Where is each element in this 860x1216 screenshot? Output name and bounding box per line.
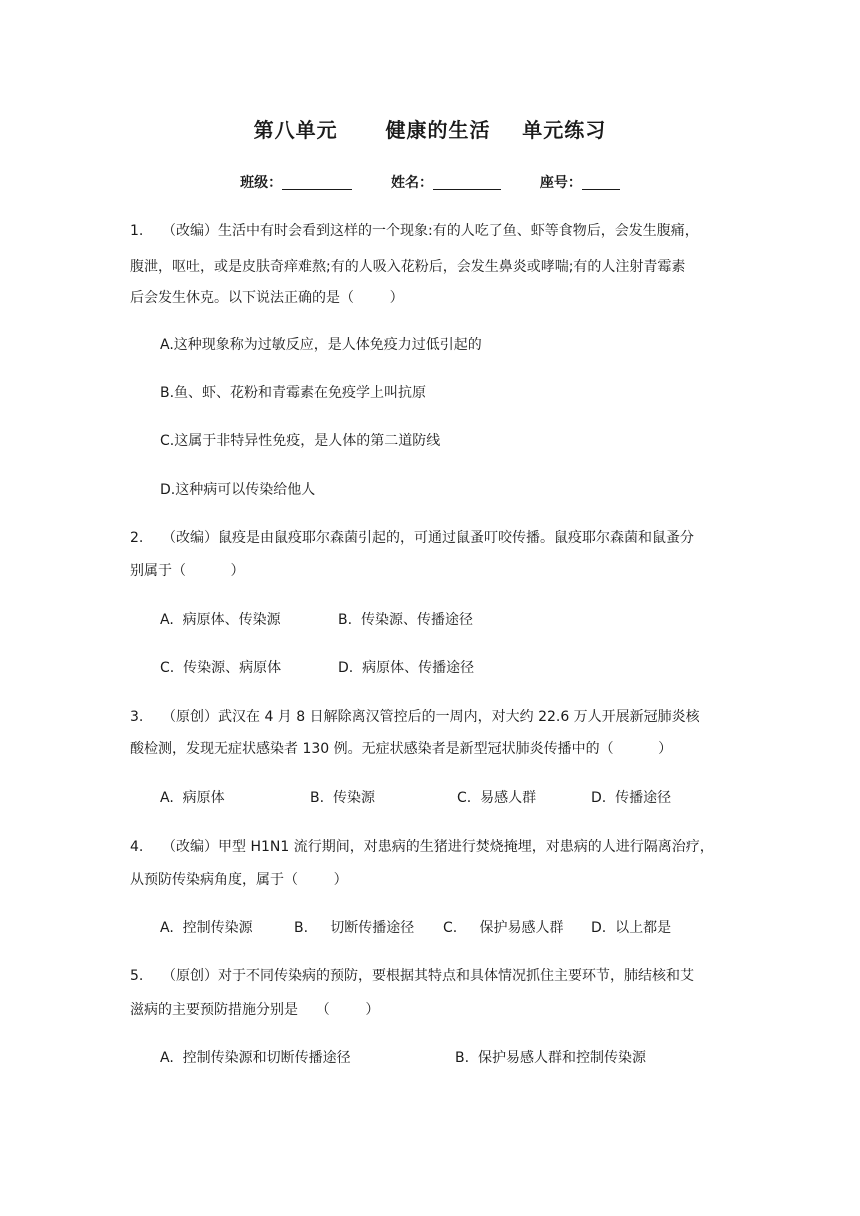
question-3-line-1	[130, 707, 740, 727]
question-2-text: （改编）鼠疫是由鼠疫耶尔森菌引起的，可通过鼠蚤叮咬传播。鼠疫耶尔森菌和鼠蚤分	[162, 530, 694, 546]
question-4-option-a: A. 控制传染源	[160, 920, 253, 936]
question-3-text: （原创）武汉在 4 月 8 日解除离汉管控后的一周内，对大约 22.6 万人开展新冠肺炎核	[162, 709, 700, 725]
name-field	[391, 172, 501, 192]
question-2-option-c: C. 传染源、病原体	[160, 660, 282, 676]
page-title: 第八单元 健康的生活 单元练习	[253, 118, 607, 142]
question-1-option-c: C.这属于非特异性免疫，是人体的第二道防线	[160, 433, 441, 449]
question-1-option-a: A.这种现象称为过敏反应，是人体免疫力过低引起的	[160, 337, 482, 353]
question-2-option-a: A. 病原体、传染源	[160, 612, 281, 628]
question-1-line-3: 后会发生休克。以下说法正确的是（ ）	[130, 290, 404, 306]
question-4-option-c: C. 保护易感人群	[443, 920, 564, 936]
question-1-line-2: 腹泄，呕吐，或是皮肤奇痒难熬;有的人吸入花粉后，会发生鼻炎或哮喘;有的人注射青霉素	[130, 259, 686, 275]
question-2-line-2: 别属于（ ）	[130, 563, 245, 579]
seat-field	[540, 172, 620, 192]
question-5-option-a: A. 控制传染源和切断传播途径	[160, 1050, 351, 1066]
question-5-line-2: 滋病的主要预防措施分别是 （ ）	[130, 1002, 380, 1018]
question-5-text: （原创）对于不同传染病的预防，要根据其特点和具体情况抓住主要环节，肺结核和艾	[162, 968, 694, 984]
question-3-option-b: B. 传染源	[310, 790, 375, 806]
question-5-option-b: B. 保护易感人群和控制传染源	[455, 1050, 646, 1066]
class-blank	[282, 175, 352, 190]
question-4-option-d: D. 以上都是	[591, 920, 672, 936]
question-4-line-2: 从预防传染病角度，属于（ ）	[130, 872, 348, 888]
question-3-option-a: A. 病原体	[160, 790, 225, 806]
question-4-option-b: B. 切断传播途径	[294, 920, 415, 936]
student-info-row	[0, 172, 860, 192]
question-2-number: 2.	[130, 530, 144, 546]
question-1-number: 1.	[130, 223, 144, 239]
question-4-text: （改编）甲型 H1N1 流行期间，对患病的生猪进行焚烧掩埋，对患病的人进行隔离治疗，	[162, 839, 714, 855]
seat-blank	[582, 175, 620, 190]
question-3-number: 3.	[130, 709, 144, 725]
question-2-option-b: B. 传染源、传播途径	[338, 612, 473, 628]
seat-label: 座号：	[539, 175, 582, 191]
question-1-option-d: D.这种病可以传染给他人	[160, 482, 316, 498]
name-blank	[433, 175, 501, 190]
question-3-option-c: C. 易感人群	[457, 790, 537, 806]
question-4-number: 4.	[130, 839, 144, 855]
question-1-line-1	[130, 221, 740, 241]
question-3-option-d: D. 传播途径	[591, 790, 672, 806]
question-2-option-d: D. 病原体、传播途径	[338, 660, 475, 676]
question-4-line-1	[130, 837, 740, 857]
question-5-line-1	[130, 966, 740, 986]
name-label: 姓名：	[391, 175, 433, 191]
class-label: 班级：	[240, 175, 283, 191]
class-field	[240, 172, 352, 192]
question-1-text: （改编）生活中有时会看到这样的一个现象:有的人吃了鱼、虾等食物后，会发生腹痛，	[162, 223, 699, 239]
question-3-line-2: 酸检测，发现无症状感染者 130 例。无症状感染者是新型冠状肺炎传播中的（ ）	[130, 741, 673, 757]
question-1-option-b: B.鱼、虾、花粉和青霉素在免疫学上叫抗原	[160, 385, 427, 401]
question-2-line-1	[130, 528, 740, 548]
question-5-number: 5.	[130, 968, 144, 984]
